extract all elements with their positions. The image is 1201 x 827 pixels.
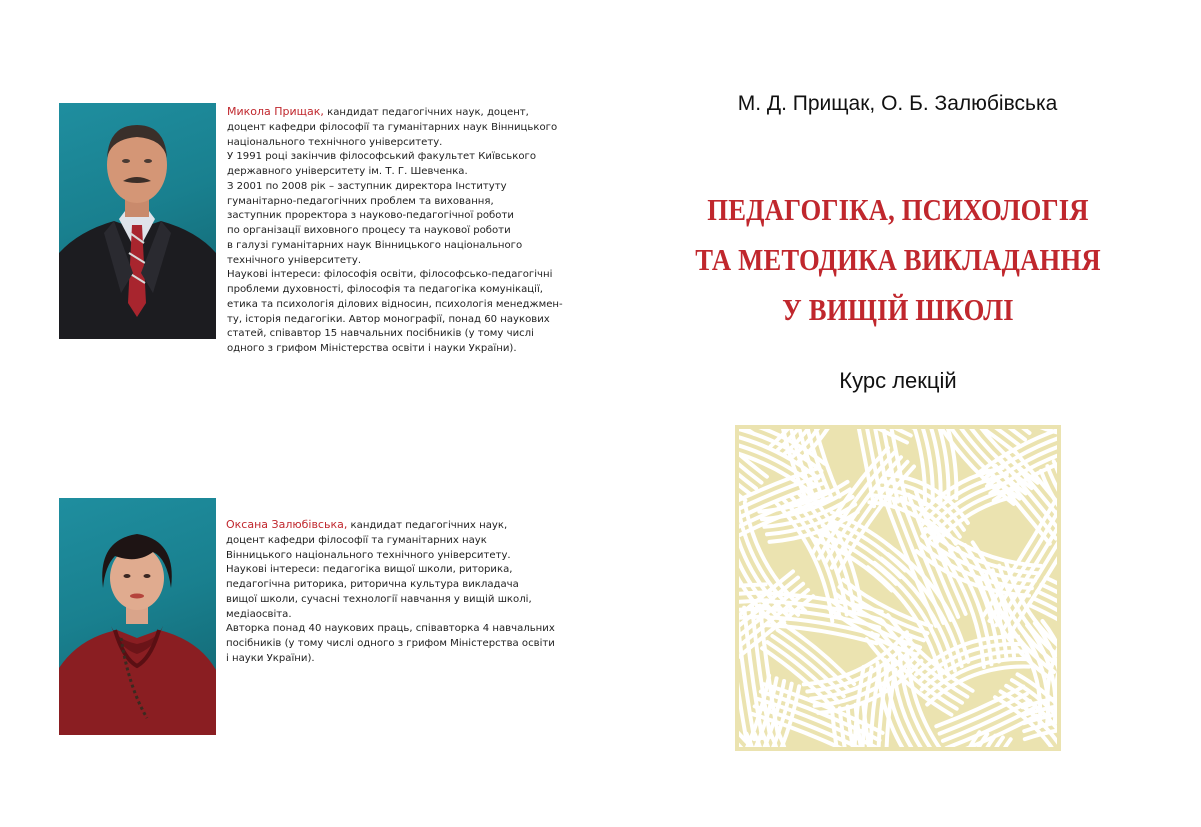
book-title-line: У ВИЩІЙ ШКОЛІ: [782, 292, 1014, 327]
bio-line: педагогічна риторика, риторична культура викладача: [226, 579, 519, 590]
bio-line: Вінницького національного технічного університету.: [226, 549, 511, 561]
book-title-line: ПЕДАГОГІКА, ПСИХОЛОГІЯ: [707, 192, 1089, 227]
bio-line: Авторка понад 40 наукових праць, співавторка 4 навчальних: [226, 623, 555, 635]
bio-line: в галузі гуманітарних наук Вінницького національного: [227, 239, 523, 251]
bio-line: заступник проректора з науково-педагогічної роботи: [227, 210, 514, 222]
author-photo-prishchak: [59, 103, 216, 339]
cover-authors: М. Д. Прищак, О. Б. Залюбівська: [737, 92, 1058, 115]
bio-line: доцент кафедри філософії та гуманітарних наук: [226, 534, 487, 546]
bio-line: державного університету ім. Т. Г. Шевченка.: [227, 166, 468, 177]
bio-line: вищої школи, сучасні технології навчання у вищій школі,: [226, 593, 532, 605]
portrait-man-icon: [59, 103, 216, 339]
bio-line: [227, 105, 563, 121]
bio-line: Наукові інтереси: педагогіка вищої школи, риторика,: [226, 564, 513, 576]
book-subtitle: Курс лекцій: [839, 368, 957, 393]
author-bio-prishchak: [227, 105, 563, 357]
woven-pattern-icon: [735, 425, 1061, 751]
author-name: Оксана Залюбівська,: [226, 518, 348, 531]
bio-text: кандидат педагогічних наук,: [347, 520, 508, 531]
bio-line: доцент кафедри філософії та гуманітарних наук Вінницького: [227, 121, 558, 133]
bio-line: З 2001 по 2008 рік – заступник директора Інституту: [227, 180, 507, 192]
author-name: Микола Прищак,: [227, 105, 324, 118]
bio-line: і науки України).: [226, 652, 315, 664]
book-title-line: ТА МЕТОДИКА ВИКЛАДАННЯ: [695, 242, 1101, 277]
bio-line: ту, історія педагогіки. Автор монографії, понад 60 наукових: [227, 313, 550, 325]
bio-line: статей, співавтор 15 навчальних посібників (у тому числі: [227, 328, 534, 340]
woven-ornament: [735, 425, 1061, 751]
bio-line: У 1991 році закінчив філософський факультет Київського: [227, 151, 536, 163]
bio-line: національного технічного університету.: [227, 136, 443, 148]
book-title: [648, 185, 1148, 335]
bio-line: по організації виховного процесу та наукової роботи: [227, 225, 511, 236]
bio-line: медіаосвіта.: [226, 608, 292, 620]
author-photo-zaliubivska: [59, 498, 216, 735]
bio-line: Наукові інтереси: філософія освіти, філософсько-педагогічні: [227, 269, 553, 281]
bio-line: гуманітарно-педагогічних проблем та виховання,: [227, 195, 494, 207]
bio-line: проблеми духовності, філософія та педагогіка комунікації,: [227, 284, 543, 295]
bio-text: кандидат педагогічних наук, доцент,: [323, 107, 529, 118]
bio-line: етика та психологія ділових відносин, психологія менеджмен-: [227, 298, 563, 310]
portrait-woman-icon: [59, 498, 216, 735]
bio-line: [226, 518, 555, 534]
bio-line: технічного університету.: [227, 254, 362, 266]
author-bio-zaliubivska: [226, 518, 555, 667]
bio-line: одного з грифом Міністерства освіти і науки України).: [227, 343, 517, 354]
bio-line: посібників (у тому числі одного з грифом Міністерства освіти: [226, 638, 555, 649]
